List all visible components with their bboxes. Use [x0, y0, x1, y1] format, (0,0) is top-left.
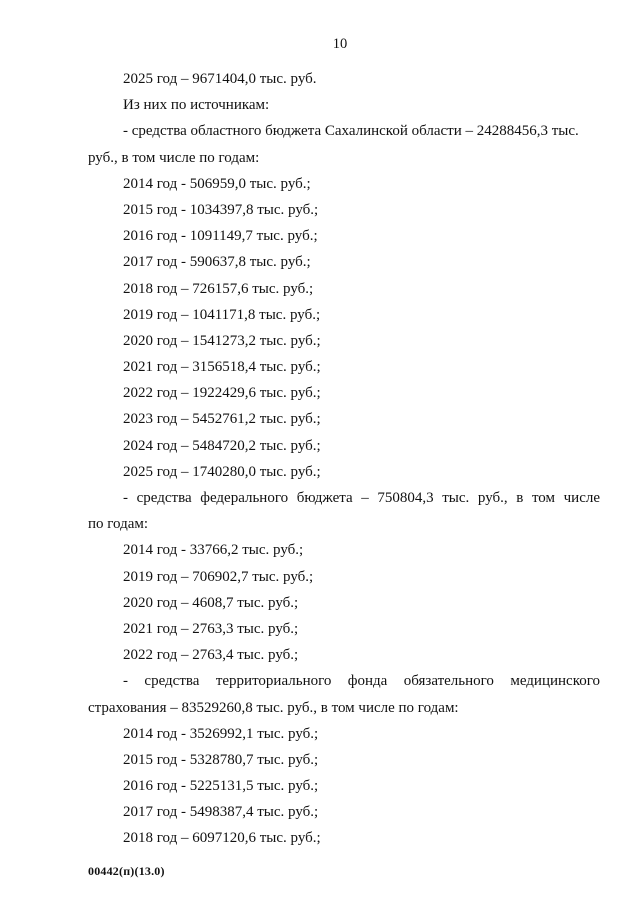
- text-line: 2018 год – 6097120,6 тыс. руб.;: [123, 830, 321, 847]
- text-line: 2015 год - 1034397,8 тыс. руб.;: [123, 201, 319, 218]
- text-line: 2020 год – 1541273,2 тыс. руб.;: [123, 332, 321, 349]
- text-line: - средства федерального бюджета – 750804,3 тыс. руб., в том числе: [123, 490, 600, 506]
- text-line: 2017 год - 5498387,4 тыс. руб.;: [123, 804, 319, 821]
- text-line: 2017 год - 590637,8 тыс. руб.;: [123, 254, 311, 271]
- text-line: 2023 год – 5452761,2 тыс. руб.;: [123, 411, 321, 428]
- document-code: 00442(п)(13.0): [88, 864, 165, 878]
- text-line: 2024 год – 5484720,2 тыс. руб.;: [123, 437, 321, 454]
- text-line: 2025 год – 1740280,0 тыс. руб.;: [123, 463, 321, 480]
- text-line: 2022 год – 2763,4 тыс. руб.;: [123, 647, 299, 664]
- text-line: 2014 год - 506959,0 тыс. руб.;: [123, 175, 311, 192]
- text-line: руб., в том числе по годам:: [88, 149, 260, 166]
- text-line: страхования – 83529260,8 тыс. руб., в том числе по годам:: [88, 699, 459, 716]
- text-line: 2022 год – 1922429,6 тыс. руб.;: [123, 385, 321, 402]
- text-line: 2016 год - 1091149,7 тыс. руб.;: [123, 228, 318, 245]
- text-line: 2019 год – 706902,7 тыс. руб.;: [123, 568, 314, 585]
- text-line: 2016 год - 5225131,5 тыс. руб.;: [123, 778, 319, 795]
- document-body: [88, 66, 600, 852]
- text-line: Из них по источникам:: [123, 97, 270, 114]
- text-line: 2018 год – 726157,6 тыс. руб.;: [123, 280, 314, 297]
- text-line: 2025 год – 9671404,0 тыс. руб.: [123, 71, 317, 87]
- text-line: 2021 год – 3156518,4 тыс. руб.;: [123, 359, 321, 376]
- text-line: 2014 год - 33766,2 тыс. руб.;: [123, 542, 304, 559]
- text-line: 2021 год – 2763,3 тыс. руб.;: [123, 620, 299, 637]
- text-line: 2020 год – 4608,7 тыс. руб.;: [123, 594, 299, 611]
- text-line: по годам:: [88, 516, 149, 533]
- text-line: - средства областного бюджета Сахалинской области – 24288456,3 тыс.: [123, 123, 579, 140]
- text-line: 2015 год - 5328780,7 тыс. руб.;: [123, 751, 319, 768]
- page-number: 10: [332, 36, 348, 52]
- text-line: - средства территориального фонда обязательного медицинского: [123, 673, 600, 690]
- text-line: 2019 год – 1041171,8 тыс. руб.;: [123, 306, 321, 323]
- text-line: 2014 год - 3526992,1 тыс. руб.;: [123, 725, 319, 742]
